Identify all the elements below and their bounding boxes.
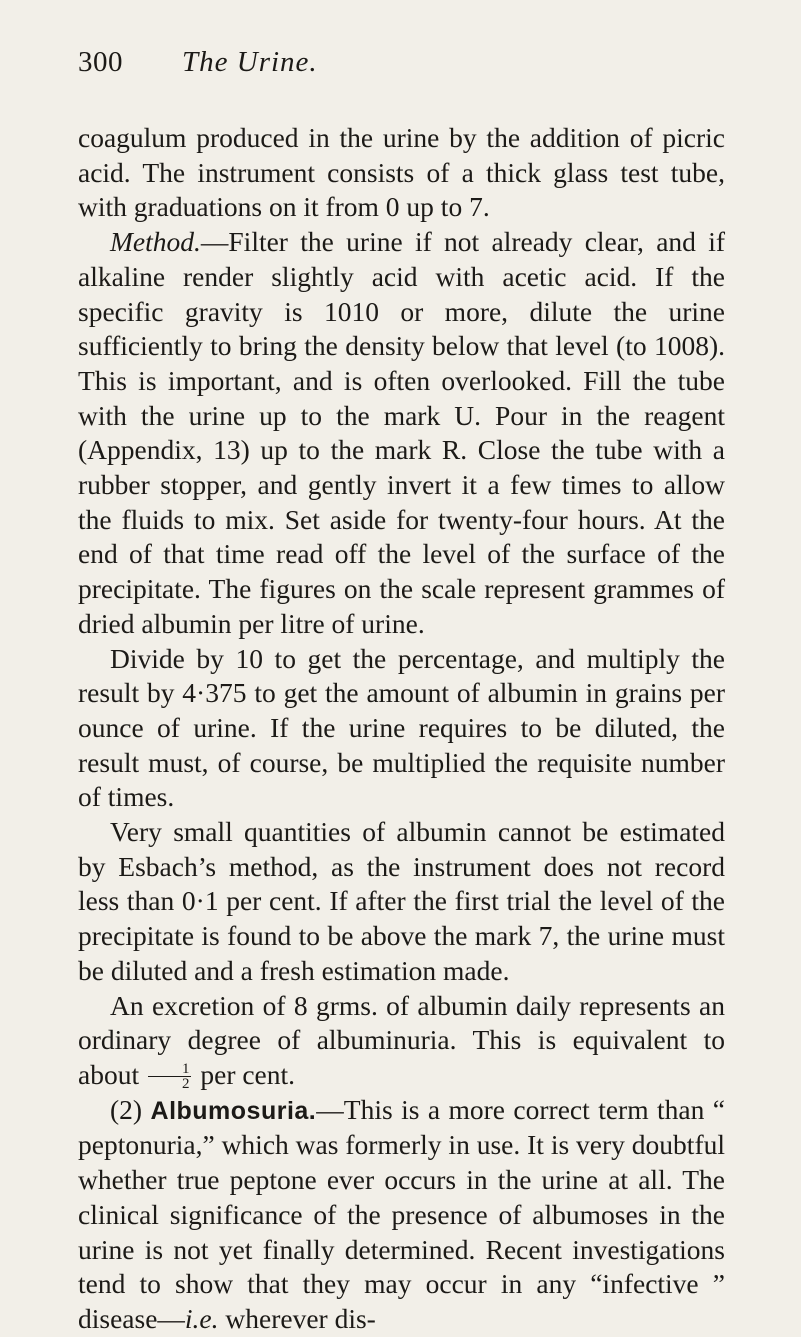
paragraph-continuation xyxy=(78,121,725,225)
albumosuria-heading: Albumosuria. xyxy=(150,1096,317,1125)
paragraph-text: —Filter the urine if not already clear, and if alkaline render slightly acid with acetic acid. If the specific gravity is 1010 or more, dilute the urine sufficiently to bring the density below that level (to 1008). This is important, and is often overlooked. Fill the tube with the urine up to the mark U. Pour in the reagent (Appendix, 13) up to the mark R. Close the tube with a rubber stopper, and gently invert it a few times to allow the fluids to mix. Set aside for twenty-four hours. At the end of that time read off the level of the surface of the precipitate. The figures on the scale represent grammes of dried albumin per litre of urine. xyxy=(78,226,725,639)
running-title: The Urine. xyxy=(182,46,318,78)
paragraph-text: wherever dis- xyxy=(218,1302,376,1334)
fraction-one-half xyxy=(148,1062,192,1091)
italic-abbreviation: i.e. xyxy=(184,1302,219,1334)
paragraph-text: An excretion of 8 grms. of albumin daily represents an ordinary degree of albuminuria. This is equivalent to about xyxy=(78,989,725,1090)
section-number: (2) xyxy=(110,1093,143,1125)
fraction-denominator: 2 xyxy=(181,1075,190,1092)
paragraph-text: —This is a more correct term than “ peptonuria,” which was formerly in use. It is very doubtful whether true peptone ever occurs in the urine at all. The clinical significance of the presence of albumoses in the urine is not yet finally determined. Recent investigations tend to show that they may occur in any “infective ” disease— xyxy=(78,1093,725,1334)
body-text xyxy=(78,121,725,1337)
paragraph-method xyxy=(78,225,725,641)
page-number: 300 xyxy=(78,46,123,78)
paragraph-excretion xyxy=(78,989,725,1093)
paragraph-small-quantities xyxy=(78,815,725,989)
paragraph-text: per cent. xyxy=(200,1058,296,1090)
method-heading: Method. xyxy=(110,226,201,258)
fraction-numerator: 1 xyxy=(148,1062,192,1077)
paragraph-percentage xyxy=(78,642,725,816)
paragraph-text: Very small quantities of albumin cannot be estimated by Esbach’s method, as the instrument does not record less than 0·1 per cent. If after the first trial the level of the precipitate is found to be above the mark 7, the urine must be diluted and a fresh estimation made. xyxy=(78,816,725,986)
running-head xyxy=(78,0,725,94)
paragraph-albumosuria xyxy=(78,1093,725,1337)
paragraph-text: coagulum produced in the urine by the addition of picric acid. The instrument consists of a thick glass test tube, with graduations on it from 0 up to 7. xyxy=(78,122,725,223)
paragraph-text: Divide by 10 to get the percentage, and multiply the result by 4·375 to get the amount of albumin in grains per ounce of urine. If the urine requires to be diluted, the result must, of course, be multiplied the requisite number of times. xyxy=(78,642,725,813)
